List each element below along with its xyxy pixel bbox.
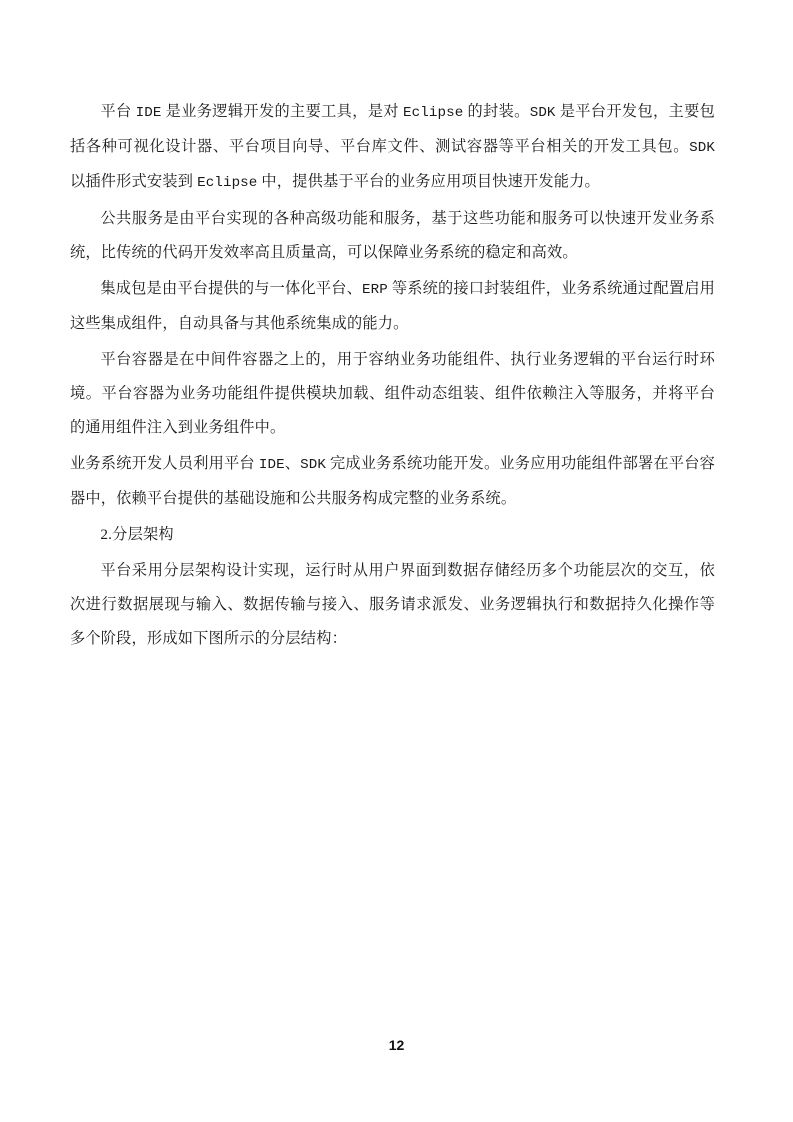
text-run: 平台采用分层架构设计实现，运行时从用户界面到数据存储经历多个功能层次的交互，依次进行数据展现与输入、数据传输与接入、服务请求派发、业务逻辑执行和数据持久化操作等多个阶段，形成如下图所示的分层结构：	[70, 562, 715, 647]
latin-run: SDK	[300, 457, 326, 473]
text-run: 平台容器是在中间件容器之上的，用于容纳业务功能组件、执行业务逻辑的平台运行时环境。平台容器为业务功能组件提供模块加载、组件动态组装、组件依赖注入等服务，并将平台的通用组件注入到业务组件中。	[70, 351, 715, 436]
latin-run: Eclipse	[197, 175, 258, 191]
page-number: 12	[388, 1037, 405, 1053]
latin-run: Eclipse	[403, 105, 464, 121]
text-run: 平台	[100, 103, 136, 120]
text-run: 是平台开发包，主要包括各种可视化设计器、平台项目向导、平台库文件、测试容器等平台相关的开发工具包。	[70, 103, 716, 155]
latin-run: ERP	[362, 282, 388, 298]
heading-layered-architecture	[70, 518, 715, 552]
text-run: 的封装。	[463, 103, 530, 120]
text-run: 公共服务是由平台实现的各种高级功能和服务，基于这些功能和服务可以快速开发业务系统，比传统的代码开发效率高且质量高，可以保障业务系统的稳定和高效。	[70, 210, 715, 261]
paragraph-layered-architecture-desc	[70, 554, 715, 656]
latin-run: IDE	[135, 105, 162, 121]
text-run: 是业务逻辑开发的主要工具，是对	[161, 103, 404, 120]
text-run: 中，提供基于平台的业务应用项目快速开发能力。	[257, 173, 600, 190]
paragraph-platform-container	[70, 343, 715, 445]
document-body	[70, 95, 715, 658]
text-run: 集成包是由平台提供的与一体化平台、	[100, 280, 362, 297]
text-run: 业务系统开发人员利用平台	[70, 455, 259, 472]
text-run: 、	[284, 455, 301, 472]
text-run: 完成业务系统功能开发。业务应用功能组件部署在平台容器中，依赖平台提供的基础设施和公共服务构成完整的业务系统。	[70, 455, 715, 507]
latin-run: SDK	[689, 140, 715, 156]
text-run: 等系统的接口封装组件，业务系统通过配置启用这些集成组件，自动具备与其他系统集成的能力。	[70, 280, 715, 332]
paragraph-developer-usage	[70, 447, 715, 516]
latin-run: SDK	[529, 105, 556, 121]
paragraph-integration-package	[70, 272, 715, 341]
paragraph-platform-ide	[70, 95, 715, 200]
paragraph-public-service	[70, 202, 715, 270]
text-run: 2.分层架构	[100, 526, 174, 543]
text-run: 以插件形式安装到	[70, 173, 198, 190]
latin-run: IDE	[258, 457, 285, 473]
